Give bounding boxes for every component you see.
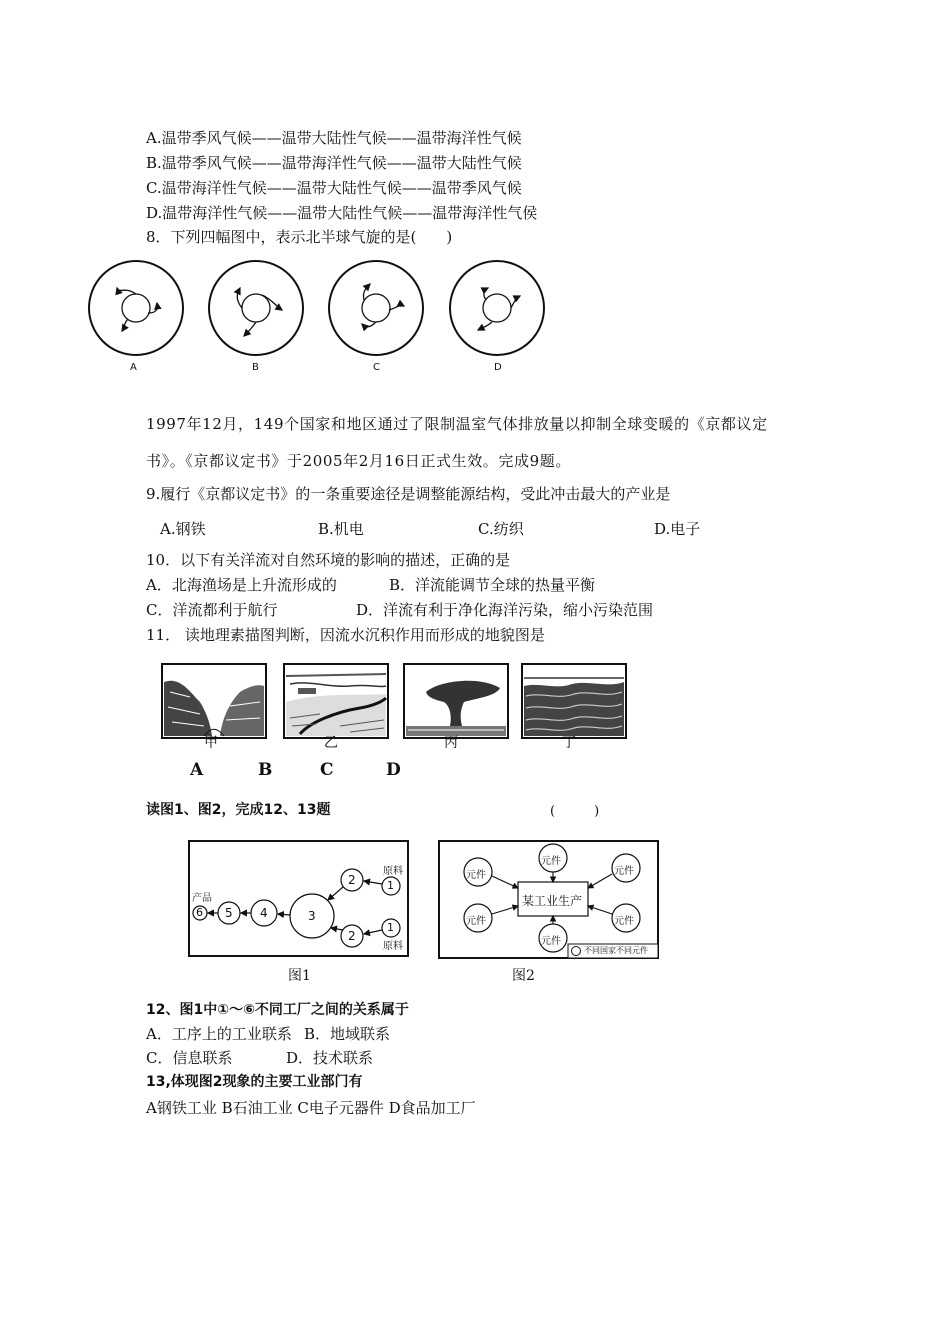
q9-option-c: C.纺织	[478, 520, 524, 538]
fig2-center-label: 某工业生产	[522, 894, 583, 908]
fig2-part-4: 元件	[466, 916, 486, 927]
figure-1-process-chain	[188, 840, 410, 958]
landform-sketch-canyon	[162, 664, 266, 738]
fig1-node-2-bottom: 2	[348, 929, 356, 943]
fig1-node-5: 5	[225, 906, 233, 920]
cyclone-b-icon	[209, 261, 303, 355]
landform-sketch-river-plain	[284, 664, 388, 738]
answer-paren: ( )	[550, 804, 600, 819]
q12-stem: 12、图1中①～⑥不同工厂之间的关系属于	[146, 1002, 409, 1018]
q9-option-b: B.机电	[318, 520, 364, 538]
fig1-raw-label-top: 原料	[383, 866, 403, 877]
q9-option-d: D.电子	[654, 520, 701, 538]
q10-option-c: C．洋流都利于航行	[146, 601, 278, 619]
cyclone-label-b: B	[252, 362, 259, 373]
q11-stem: 11． 读地理素描图判断，因流水沉积作用而形成的地貌图是	[146, 626, 545, 644]
q7-option-a: A.温带季风气候——温带大陆性气候——温带海洋性气候	[146, 129, 522, 147]
cyclone-label-d: D	[494, 362, 502, 373]
q7-option-d: D.温带海洋性气候——温带大陆性气候——温带海洋性气侯	[146, 204, 538, 222]
fig2-part-2: 元件	[541, 856, 561, 867]
fig2-part-6: 元件	[614, 916, 634, 927]
fig2-caption: 图2	[512, 968, 535, 984]
landform-sketch-mushroom-rock	[404, 664, 508, 738]
q9-option-a: A.钢铁	[160, 520, 206, 538]
cyclone-d-icon	[450, 261, 544, 355]
q12-option-a: A．工序上的工业联系	[146, 1025, 292, 1043]
landform-sketch-dunes	[522, 664, 626, 738]
cyclone-a-icon	[89, 261, 183, 355]
q11-option-b: B	[258, 760, 273, 780]
fig1-node-1-top: 1	[387, 879, 394, 892]
q13-stem: 13,体现图2现象的主要工业部门有	[146, 1074, 363, 1090]
q11-option-c: C	[320, 760, 334, 780]
q10-stem: 10．以下有关洋流对自然环境的影响的描述，正确的是	[146, 551, 511, 569]
q7-option-c: C.温带海洋性气候——温带大陆性气候——温带季风气候	[146, 179, 522, 197]
fig1-node-4: 4	[260, 906, 268, 920]
q7-option-b: B.温带季风气候——温带海洋性气候——温带大陆性气候	[146, 154, 522, 172]
fig1-node-1-bottom: 1	[387, 921, 394, 934]
q9-stem: 9.履行《京都议定书》的一条重要途径是调整能源结构，受此冲击最大的产业是	[146, 485, 671, 503]
fig1-raw-label-bottom: 原料	[383, 941, 403, 952]
q11-option-a: A	[190, 760, 204, 780]
fig1-node-2-top: 2	[348, 873, 356, 887]
kyoto-passage-line1: 1997年12月，149个国家和地区通过了限制温室气体排放量以抑制全球变暖的《京都议定	[146, 415, 768, 433]
q11-option-d: D	[386, 760, 401, 780]
cyclone-c-icon	[329, 261, 423, 355]
q10-option-d: D．洋流有利于净化海洋污染，缩小污染范围	[356, 601, 654, 619]
kyoto-passage-line2: 书》。《京都议定书》于2005年2月16日正式生效。完成9题。	[146, 452, 571, 470]
read-figures-prompt: 读图1、图2，完成12、13题	[146, 802, 331, 818]
q10-option-a: A．北海渔场是上升流形成的	[146, 576, 337, 594]
fig2-part-5: 元件	[541, 936, 561, 947]
landform-label-yi: 乙	[324, 735, 338, 751]
fig2-part-3: 元件	[614, 866, 634, 877]
q12-option-b: B．地域联系	[304, 1025, 391, 1043]
q13-options: A钢铁工业 B石油工业 C电子元器件 D食品加工厂	[146, 1099, 476, 1117]
q12-option-c: C．信息联系	[146, 1049, 233, 1067]
fig1-caption: 图1	[288, 968, 311, 984]
fig1-product-label: 产品	[192, 893, 212, 904]
cyclone-diagrams	[84, 258, 554, 380]
q12-option-d: D．技术联系	[286, 1049, 374, 1067]
fig1-node-6: 6	[196, 906, 203, 919]
fig1-node-3: 3	[308, 909, 316, 923]
q10-option-b: B．洋流能调节全球的热量平衡	[389, 576, 596, 594]
landform-label-bing: 丙	[444, 735, 458, 751]
landform-label-jia: 甲	[204, 735, 218, 751]
fig2-part-1: 元件	[466, 870, 486, 881]
landform-label-ding: 丁	[562, 735, 576, 751]
q8-stem: 8．下列四幅图中，表示北半球气旋的是( )	[146, 228, 453, 246]
landform-sketches	[160, 662, 630, 752]
cyclone-label-a: A	[130, 362, 137, 373]
fig2-legend: 不同国家不同元件	[584, 946, 648, 955]
cyclone-label-c: C	[373, 362, 380, 373]
